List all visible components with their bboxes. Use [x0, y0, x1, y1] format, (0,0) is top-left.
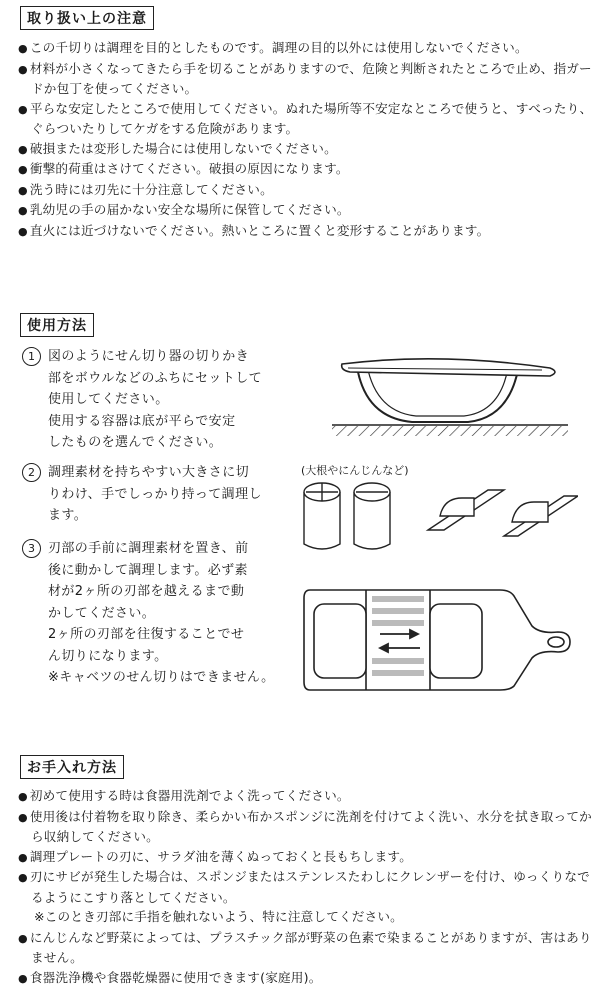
cut-vegetables-illustration — [298, 478, 578, 558]
slicer-top-view-illustration — [300, 582, 580, 692]
care-item: ● 調理プレートの刃に、サラダ油を薄くぬっておくと長もちします。 — [18, 847, 593, 868]
step-line: ん切りになります。 — [48, 648, 168, 664]
caution-item: ● 破損または変形した場合には使用しないでください。 — [18, 139, 593, 160]
step-line: 図のようにせん切り器の切りかき — [48, 349, 250, 364]
usage-step-1 — [22, 346, 292, 454]
step-number: 2 — [22, 463, 41, 482]
care-item: ● 使用後は付着物を取り除き、柔らかい布かスポンジに洗剤を付けてよく洗い、水分を拭き取ってから収納してください。 — [18, 807, 593, 847]
care-item: ● にんじんなど野菜によっては、プラスチック部が野菜の色素で染まることがありますが、害はありません。 — [18, 928, 593, 968]
step-line: ※キャベツのせん切りはできません。 — [48, 670, 275, 685]
caution-item: ● この千切りは調理を目的としたものです。調理の目的以外には使用しないでください。 — [18, 38, 593, 59]
step-line: かしてください。 — [48, 605, 156, 621]
step-line: 刃部の手前に調理素材を置き、前 — [48, 541, 249, 556]
caution-item: ● 材料が小さくなってきたら手を切ることがありますので、危険と判断されたところで止め、指ガードか包丁を使ってください。 — [18, 59, 593, 99]
step-line: りわけ、手でしっかり持って調理し — [48, 486, 262, 502]
usage-step-2 — [22, 462, 292, 527]
caution-item: ● 直火には近づけないでください。熱いところに置くと変形することがあります。 — [18, 221, 593, 242]
care-item: ● 初めて使用する時は食器用洗剤でよく洗ってください。 — [18, 786, 593, 807]
materials-caption: (大根やにんじんなど) — [301, 464, 409, 477]
step-line: したものを選んでください。 — [48, 435, 223, 450]
step-line: ます。 — [48, 508, 88, 523]
section-title-usage: 使用方法 — [20, 313, 94, 337]
caution-item: ● 洗う時には刃先に十分注意してください。 — [18, 180, 593, 201]
step-line: 使用する容器は底が平らで安定 — [48, 413, 236, 429]
slicer-on-bowl-illustration — [330, 340, 570, 450]
caution-list — [18, 38, 593, 241]
care-list — [18, 786, 593, 988]
section-title-care: お手入れ方法 — [20, 755, 124, 779]
step-number: 1 — [22, 347, 41, 366]
caution-item: ● 乳幼児の手の届かない安全な場所に保管してください。 — [18, 200, 593, 221]
step-line: 2ヶ所の刃部を往復することでせ — [48, 627, 245, 642]
section-title-caution: 取り扱い上の注意 — [20, 6, 154, 30]
care-note: ※このとき刃部に手指を触れないよう、特に注意してください。 — [34, 909, 403, 924]
step-line: 使用してください。 — [48, 392, 169, 407]
step-line: 材が2ヶ所の刃部を越えるまで動 — [48, 584, 245, 599]
caution-item: ● 平らな安定したところで使用してください。ぬれた場所等不安定なところで使うと、すべったり、ぐらついたりしてケガをする危険があります。 — [18, 99, 593, 139]
step-line: 部をボウルなどのふちにセットして — [48, 370, 263, 386]
care-item: ● 食器洗浄機や食器乾燥器に使用できます(家庭用)。 — [18, 968, 593, 989]
step-number: 3 — [22, 539, 41, 558]
step-line: 調理素材を持ちやすい大きさに切 — [48, 465, 250, 480]
care-item: ● 刃にサビが発生した場合は、スポンジまたはステンレスたわしにクレンザーを付け、ゆっくりなでるようにこすり落としてください。 — [18, 867, 593, 907]
step-line: 後に動かして調理します。必ず素 — [48, 562, 248, 578]
caution-item: ● 衝撃的荷重はさけてください。破損の原因になります。 — [18, 159, 593, 180]
usage-step-3 — [22, 538, 292, 689]
